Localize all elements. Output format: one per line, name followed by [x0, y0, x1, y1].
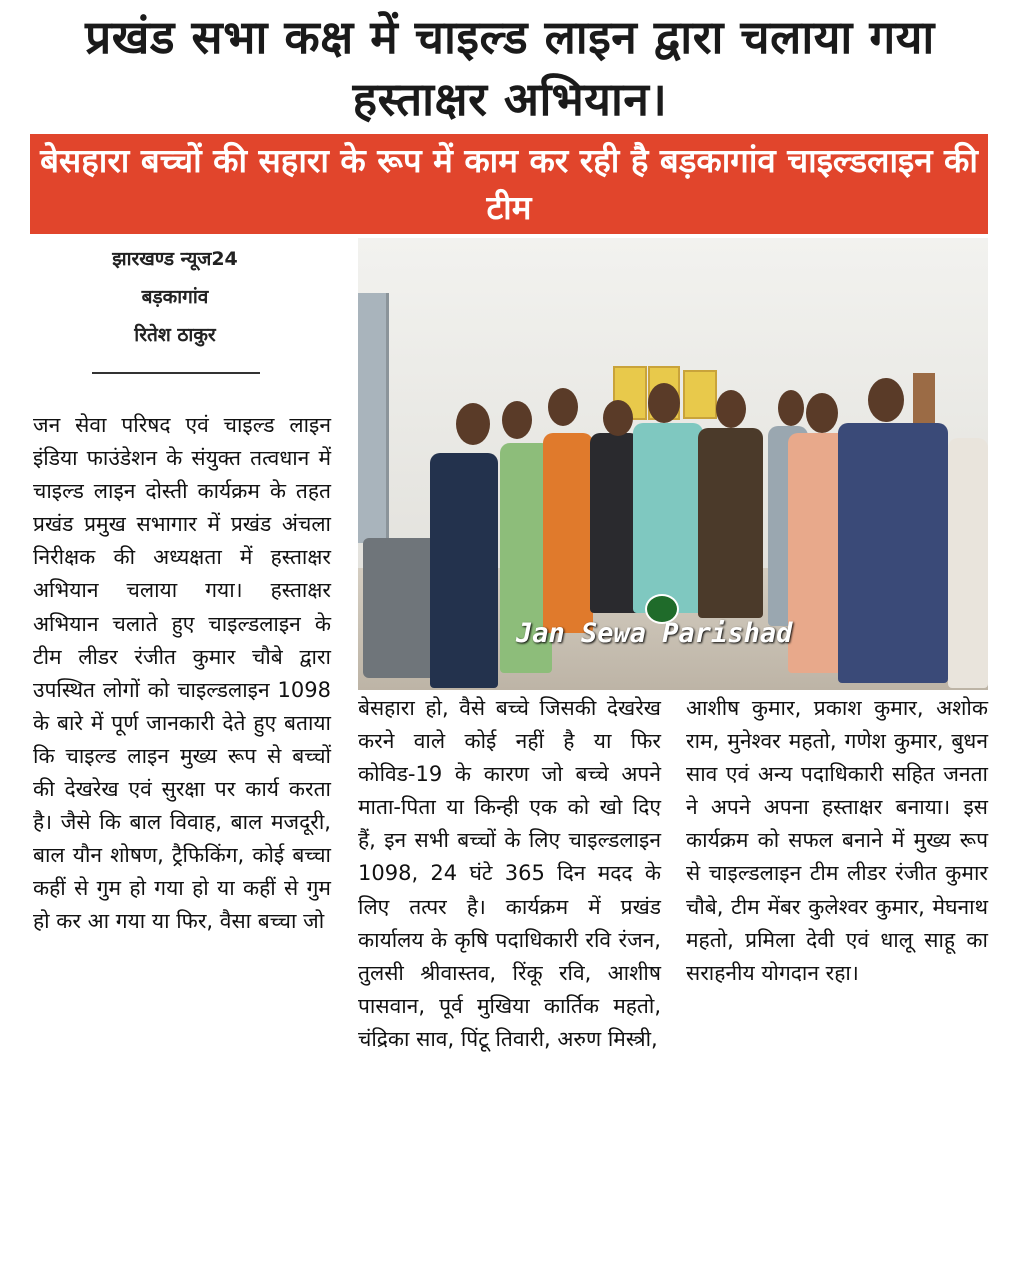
- person: [838, 423, 948, 683]
- person-head: [778, 390, 804, 426]
- person-head: [868, 378, 904, 422]
- byline-place: बड़कागांव: [141, 286, 209, 308]
- byline-source: झारखण्ड न्यूज24: [112, 248, 238, 270]
- photo-window: [358, 293, 389, 543]
- person-head: [806, 393, 838, 433]
- byline: [40, 240, 310, 354]
- person-head: [502, 401, 532, 439]
- article-column-2: बेसहारा हो, वैसे बच्चे जिसकी देखरेख करने वाले कोई नहीं है या फिर कोविड-19 के कारण जो बच्चे अपने माता-पिता या किन्ही एक को खो दिए हैं, इन सभी बच्चों के लिए चाइल्डलाइन 1098, 24 घंटे 365 दिन मदद के लिए तत्पर है। कार्यक्रम में प्रखंड कार्यालय के कृषि पदाधिकारी रवि रंजन, तुलसी श्रीवास्तव, रिंकू रवि, आशीष पासवान, पूर्व मुखिया कार्तिक महतो, चंद्रिका साव, पिंटू तिवारी, अरुण मिस्त्री,: [358, 696, 661, 1051]
- person-head: [648, 383, 680, 423]
- article-column-1: जन सेवा परिषद एवं चाइल्ड लाइन इंडिया फाउंडेशन के संयुक्त तत्वधान में चाइल्ड लाइन दोस्ती कार्यक्रम के तहत प्रखंड प्रमुख सभागार में प्रखंड अंचला निरीक्षक की अध्यक्षता में हस्ताक्षर अभियान चलाया गया। हस्ताक्षर अभियान चलाते हुए चाइल्डलाइन के टीम लीडर रंजीत कुमार चौबे द्वारा उपस्थित लोगों को चाइल्डलाइन 1098 के बारे में पूर्ण जानकारी देते हुए बताया कि चाइल्ड लाइन मुख्य रूप से बच्चों की देखरेख एवं सुरक्षा पर कार्य करता है। जैसे कि बाल विवाह, बाल मजदूरी, बाल यौन शोषण, ट्रैफिकिंग, कोई बच्चा कहीं से गुम हो गया हो या कहीं से गुम हो कर आ गया या फिर, वैसा बच्चा जो: [33, 413, 331, 934]
- person-head: [603, 400, 633, 436]
- event-photo: [358, 238, 988, 690]
- person: [698, 428, 763, 618]
- article-column-3: आशीष कुमार, प्रकाश कुमार, अशोक राम, मुनेश्वर महतो, गणेश कुमार, बुधन साव एवं अन्य पदाधिकारी सहित जनता ने अपने अपना हस्ताक्षर बनाया। इस कार्यक्रम को सफल बनाने में मुख्य रूप से चाइल्डलाइन टीम लीडर रंजीत कुमार चौबे, टीम मेंबर कुलेश्वर कुमार, मेघनाथ महतो, प्रमिला देवी एवं धालू साहू का सराहनीय योगदान रहा।: [686, 696, 988, 985]
- person: [430, 453, 498, 688]
- photo-poster: [683, 370, 717, 419]
- person-head: [548, 388, 578, 426]
- byline-author: रितेश ठाकुर: [134, 324, 216, 346]
- person: [633, 423, 703, 613]
- person: [948, 438, 988, 688]
- byline-divider: [92, 372, 260, 374]
- headline: प्रखंड सभा कक्ष में चाइल्ड लाइन द्वारा चलाया गया हस्ताक्षर अभियान।: [85, 10, 935, 126]
- subheadline-banner: बेसहारा बच्चों की सहारा के रूप में काम कर रही है बड़कागांव चाइल्डलाइन की टीम: [30, 134, 988, 234]
- person: [543, 433, 593, 633]
- person-head: [456, 403, 490, 445]
- photo-watermark: Jan Sewa Parishad: [516, 618, 793, 649]
- person-head: [716, 390, 746, 428]
